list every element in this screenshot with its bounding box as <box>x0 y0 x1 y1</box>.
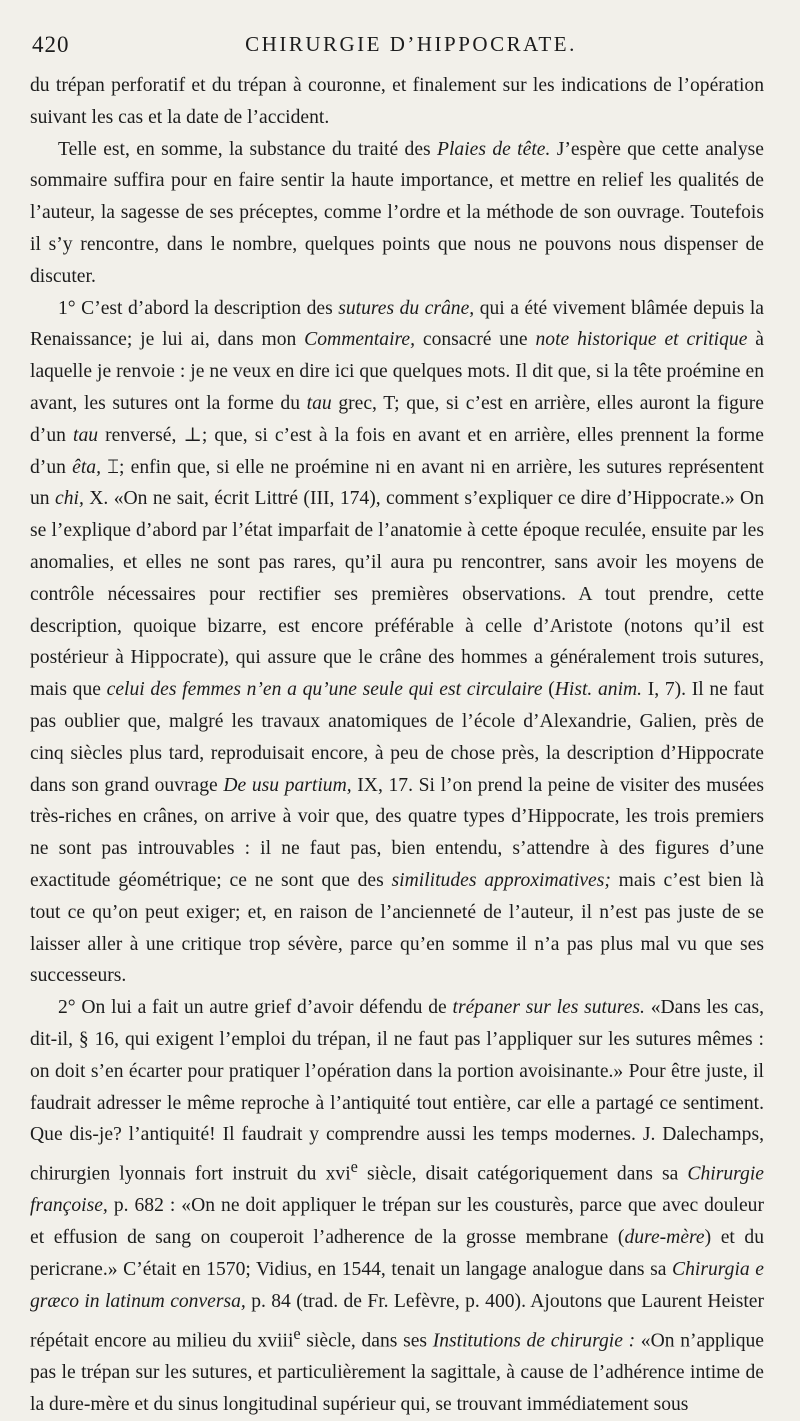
paragraph-trepan-sutures: 2° On lui a fait un autre grief d’avoir défendu de trépaner sur les sutures. «Dans les cas, dit-il, § 16, qui exigent l’emploi du trépan, il ne faut pas l’appliquer sur les sutures mêmes : on doit s’en écarter pour pratiquer l’opération dans la portion avoisinante.» Pour être juste, il faudrait adresser le même reproche à l’antiquité tout entière, car elle a partagé ce sentiment. Que dis-je? l’antiquité! Il faudrait y comprendre aussi les temps modernes. J. Dalechamps, chirurgien lyonnais fort instruit du xvi$^e$ siècle, disait catégoriquement dans sa Chirurgie françoise, p. 682 : «On ne doit appliquer le trépan sur les cousturès, parce que avec douleur et effusion de sang on couperoit l’adherence de la grosse membrane (dure-mère) et du pericrane.» C’était en 1570; Vidius, en 1544, tenait un langage analogue dans sa Chirurgia e græco in latinum conversa, p. 84 (trad. de Fr. Lefèvre, p. 400). Ajoutons que Laurent Heister répétait encore au milieu du xviii$^e$ siècle, dans ses Institutions de chirurgie : «On n’applique pas le trépan sur les sutures, et particulièrement la sagittale, à cause de l’adhérence intime de la dure-mère et du sinus longitudinal supérieur qui, se trouvant immédiatement sous <box>30 997 764 1415</box>
paragraph-summary: Telle est, en somme, la substance du traité des Plaies de tête. J’espère que cette analyse sommaire suffira pour en faire sentir la haute importance, et mettre en relief les qualités de l’auteur, la sagesse de ses préceptes, comme l’ordre et la méthode de son ouvrage. Toutefois il s’y rencontre, dans le nombre, quelques points que nous ne pouvons nous dispenser de discuter. <box>30 138 764 287</box>
body-text <box>30 70 764 1421</box>
page-header <box>32 30 790 60</box>
page-number: 420 <box>32 32 70 57</box>
paragraph-sutures-description: 1° C’est d’abord la description des sutures du crâne, qui a été vivement blâmée depuis la Renaissance; je lui ai, dans mon Commentaire, consacré une note historique et critique à laquelle je renvoie : je ne veux en dire ici que quelques mots. Il dit que, si la tête proémine en avant, les sutures ont la forme du tau grec, T; que, si c’est en arrière, elles auront la figure d’un tau renversé, ⊥; que, si c’est à la fois en avant et en arrière, elles prennent la forme d’un êta, ⌶; enfin que, si elle ne proémine ni en avant ni en arrière, les sutures représentent un chi, X. «On ne sait, écrit Littré (III, 174), comment s’expliquer ce dire d’Hippocrate.» On se l’explique d’abord par l’état imparfait de l’anatomie à cette époque reculée, ensuite par les anomalies, et elles ne sont pas rares, qu’il aura pu rencontrer, sans avoir les moyens de contrôle nécessaires pour rectifier ses premières observations. A tout prendre, cette description, quoique bizarre, est encore préférable à celle d’Aristote (notons qu’il est postérieur à Hippocrate), qui assure que le crâne des hommes a généralement trois sutures, mais que celui des femmes n’en a qu’une seule qui est circulaire (Hist. anim. I, 7). Il ne faut pas oublier que, malgré les travaux anatomiques de l’école d’Alexandrie, Galien, près de cinq siècles plus tard, reproduisait encore, à peu de chose près, la description d’Hippocrate dans son grand ouvrage De usu partium, IX, 17. Si l’on prend la peine de visiter des musées très-riches en crânes, on arrive à voir que, des quatre types d’Hippocrate, les trois premiers ne sont pas introuvables : il ne faut pas, bien entendu, s’attendre à des figures d’une exactitude géométrique; ce ne sont que des similitudes approximatives; mais c’est bien là tout ce qu’on peut exiger; et, en raison de l’ancienneté de l’auteur, il n’est pas juste de se laisser aller à une critique trop sévère, parce qu’en somme il n’a pas plus mal vu que ses successeurs. <box>30 297 765 987</box>
running-head: CHIRURGIE D’HIPPOCRATE. <box>245 32 577 56</box>
paragraph-continuation: du trépan perforatif et du trépan à couronne, et finalement sur les indications de l’opération suivant les cas et la date de l’accident. <box>30 75 764 128</box>
